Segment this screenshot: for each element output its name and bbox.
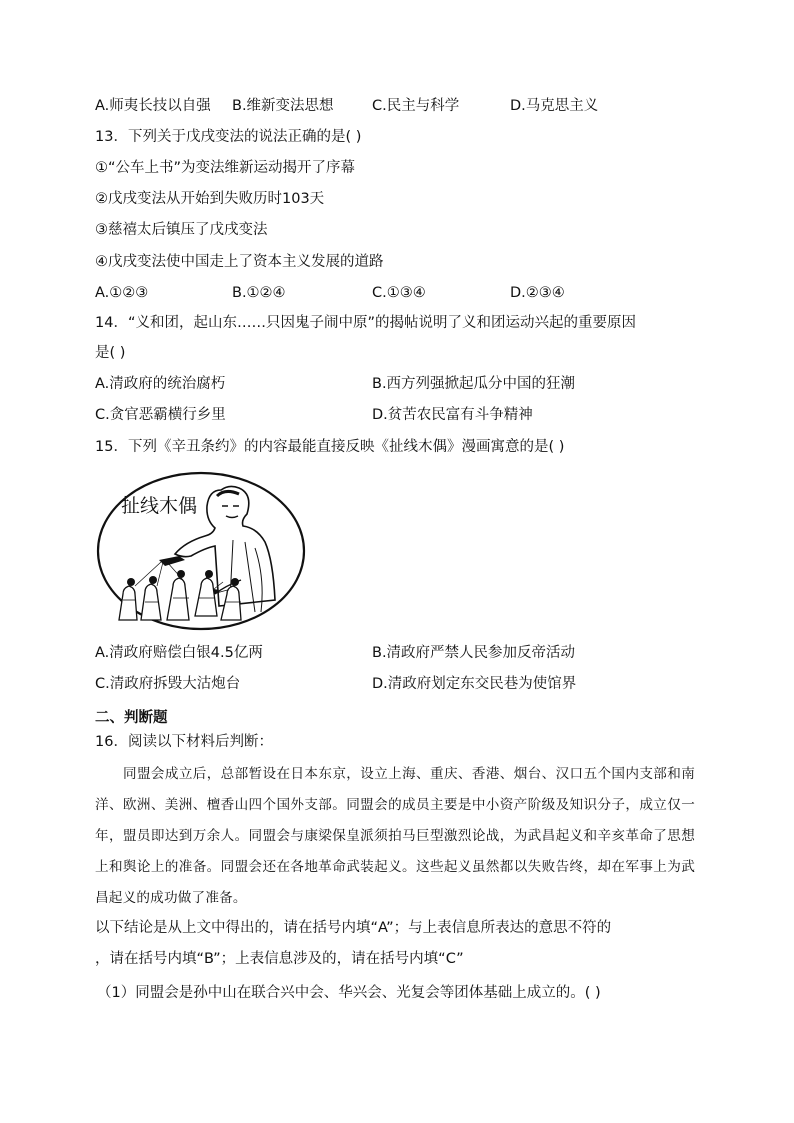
q14-option-c: C.贪官恶霸横行乡里: [95, 407, 226, 423]
q14-option-a: A.清政府的统治腐朽: [95, 376, 226, 392]
q15-option-b: B.清政府严禁人民参加反帝活动: [372, 645, 576, 661]
puppet-cartoon-image: [95, 470, 307, 632]
q13-stem: 13．下列关于戊戌变法的说法正确的是( ): [95, 129, 362, 145]
q13-option-a: A.①②③: [95, 285, 149, 301]
q13-statement-2: ②戊戌变法从开始到失败历时103天: [95, 191, 325, 207]
q14-stem-line1: 14．“义和团，起山东……只因鬼子闹中原”的揭帖说明了义和团运动兴起的重要原因: [95, 315, 636, 331]
q16-material-passage: 同盟会成立后，总部暂设在日本东京，设立上海、重庆、香港、烟台、汉口五个国内支部和南洋、欧洲、美洲、檀香山四个国外支部。同盟会的成员主要是中小资产阶级及知识分子，成立仅一年，盟员即达到万余人。同盟会与康梁保皇派须拍马巨型激烈论战，为武昌起义和辛亥革命了思想上和舆论上的准备。同盟会还在各地革命武装起义。这些起义虽然都以失败告终，却在军事上为武昌起义的成功做了准备。: [95, 766, 695, 906]
q14-stem-line2: 是( ): [95, 345, 126, 361]
q14-option-b: B.西方列强掀起瓜分中国的狂潮: [372, 376, 576, 392]
q13-option-d: D.②③④: [510, 285, 565, 301]
q13-statement-4: ④戊戌变法使中国走上了资本主义发展的道路: [95, 254, 384, 270]
q13-option-c: C.①③④: [372, 285, 426, 301]
q14-option-d: D.贫苦农民富有斗争精神: [372, 407, 533, 423]
q13-statement-3: ③慈禧太后镇压了戊戌变法: [95, 222, 268, 238]
q13-option-b: B.①②④: [232, 285, 286, 301]
q12-option-b: B.维新变法思想: [232, 98, 334, 114]
q15-option-c: C.清政府拆毁大沽炮台: [95, 676, 241, 692]
q15-option-a: A.清政府赔偿白银4.5亿两: [95, 645, 263, 661]
q13-statement-1: ①“公车上书”为变法维新运动揭开了序幕: [95, 160, 356, 176]
section-heading: 二、判断题: [95, 710, 168, 726]
q15-option-d: D.清政府划定东交民巷为使馆界: [372, 676, 577, 692]
q16-instruction-line1: 以下结论是从上文中得出的，请在括号内填“A”；与上表信息所表达的意思不符的: [95, 920, 612, 936]
q12-option-c: C.民主与科学: [372, 98, 460, 114]
q12-option-a: A.师夷长技以自强: [95, 98, 211, 114]
q16-instruction-line2: ，请在括号内填“B”；上表信息涉及的，请在括号内填“C”: [95, 951, 464, 967]
q16-item-1: （1）同盟会是孙中山在联合兴中会、华兴会、光复会等团体基础上成立的。( ): [97, 985, 601, 1001]
cartoon-caption: 扯线木偶: [121, 495, 198, 517]
q12-option-d: D.马克思主义: [510, 98, 599, 114]
q16-stem: 16．阅读以下材料后判断：: [95, 734, 273, 750]
q15-stem: 15．下列《辛丑条约》的内容最能直接反映《扯线木偶》漫画寓意的是( ): [95, 439, 565, 455]
